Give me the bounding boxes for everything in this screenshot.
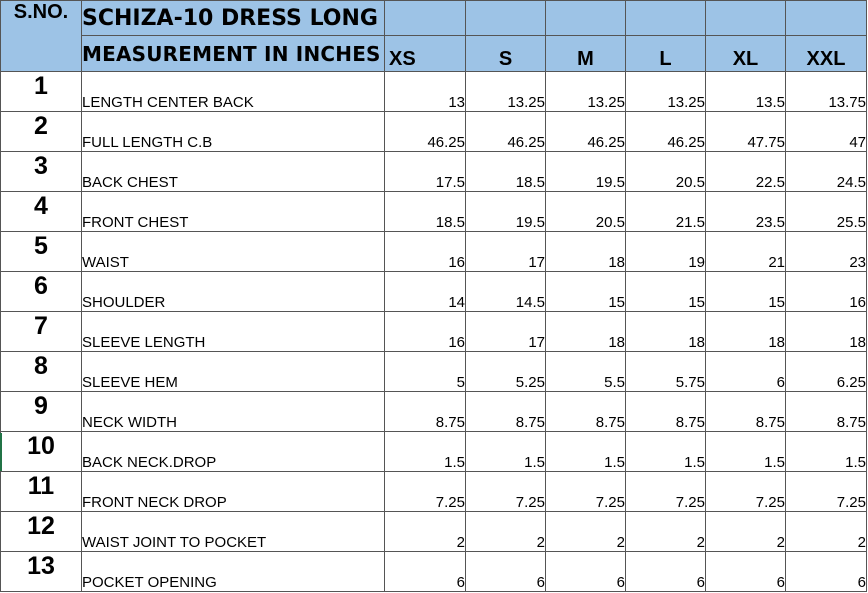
row-number[interactable]: 4 xyxy=(1,192,82,232)
value-cell[interactable]: 17 xyxy=(466,232,546,272)
measurement-name[interactable]: BACK NECK.DROP xyxy=(82,432,385,472)
value-cell[interactable]: 14.5 xyxy=(466,272,546,312)
row-number[interactable]: 5 xyxy=(1,232,82,272)
measurement-label[interactable]: MEASUREMENT IN INCHES xyxy=(82,36,385,72)
value-cell[interactable]: 13.25 xyxy=(546,72,626,112)
value-cell[interactable]: 8.75 xyxy=(466,392,546,432)
selected-row-marker xyxy=(0,433,2,471)
value-cell[interactable]: 19.5 xyxy=(546,152,626,192)
value-cell[interactable]: 25.5 xyxy=(786,192,867,232)
value-cell[interactable]: 15 xyxy=(626,272,706,312)
value-cell[interactable]: 24.5 xyxy=(786,152,867,192)
value-cell[interactable]: 46.25 xyxy=(466,112,546,152)
value-cell[interactable]: 8.75 xyxy=(786,392,867,432)
row-number[interactable]: 3 xyxy=(1,152,82,192)
value-cell[interactable]: 47 xyxy=(786,112,867,152)
row-number[interactable]: 1 xyxy=(1,72,82,112)
value-cell[interactable]: 17.5 xyxy=(385,152,466,192)
measurement-name[interactable]: FRONT NECK DROP xyxy=(82,472,385,512)
value-cell[interactable]: 6 xyxy=(626,552,706,592)
value-cell[interactable]: 7.25 xyxy=(786,472,867,512)
value-cell[interactable]: 21 xyxy=(706,232,786,272)
value-cell[interactable]: 2 xyxy=(626,512,706,552)
size-header-xl[interactable]: XL xyxy=(706,36,786,72)
value-cell[interactable]: 15 xyxy=(706,272,786,312)
value-cell[interactable]: 2 xyxy=(786,512,867,552)
value-cell[interactable]: 13 xyxy=(385,72,466,112)
value-cell[interactable]: 16 xyxy=(385,232,466,272)
value-cell[interactable]: 7.25 xyxy=(546,472,626,512)
value-cell[interactable]: 18 xyxy=(626,312,706,352)
size-header-xs[interactable]: XS xyxy=(385,36,466,72)
table-row xyxy=(1,392,867,432)
value-cell[interactable]: 18.5 xyxy=(385,192,466,232)
value-cell[interactable]: 6 xyxy=(385,552,466,592)
value-cell[interactable]: 6.25 xyxy=(786,352,867,392)
value-cell[interactable]: 21.5 xyxy=(626,192,706,232)
value-cell[interactable]: 2 xyxy=(385,512,466,552)
row-number[interactable]: 12 xyxy=(1,512,82,552)
row-number[interactable]: 10 xyxy=(1,432,82,472)
header-blank-cell[interactable] xyxy=(466,1,546,36)
header-row-title xyxy=(1,1,867,36)
measurement-name[interactable]: LENGTH CENTER BACK xyxy=(82,72,385,112)
measurement-name[interactable]: SHOULDER xyxy=(82,272,385,312)
value-cell[interactable]: 18 xyxy=(546,232,626,272)
value-cell[interactable]: 2 xyxy=(706,512,786,552)
value-cell[interactable]: 47.75 xyxy=(706,112,786,152)
table-row xyxy=(1,432,867,472)
value-cell[interactable]: 19.5 xyxy=(466,192,546,232)
size-header-l[interactable]: L xyxy=(626,36,706,72)
value-cell[interactable]: 20.5 xyxy=(546,192,626,232)
value-cell[interactable]: 5.75 xyxy=(626,352,706,392)
value-cell[interactable]: 46.25 xyxy=(385,112,466,152)
value-cell[interactable]: 14 xyxy=(385,272,466,312)
value-cell[interactable]: 46.25 xyxy=(626,112,706,152)
value-cell[interactable]: 6 xyxy=(546,552,626,592)
table-row xyxy=(1,232,867,272)
value-cell[interactable]: 5.5 xyxy=(546,352,626,392)
value-cell[interactable]: 2 xyxy=(466,512,546,552)
table-row xyxy=(1,472,867,512)
measurement-name[interactable]: SLEEVE LENGTH xyxy=(82,312,385,352)
table-row xyxy=(1,192,867,232)
value-cell[interactable]: 2 xyxy=(546,512,626,552)
value-cell[interactable]: 18 xyxy=(546,312,626,352)
value-cell[interactable]: 20.5 xyxy=(626,152,706,192)
value-cell[interactable]: 13.5 xyxy=(706,72,786,112)
row-number[interactable]: 6 xyxy=(1,272,82,312)
measurement-name[interactable]: FRONT CHEST xyxy=(82,192,385,232)
value-cell[interactable]: 23.5 xyxy=(706,192,786,232)
value-cell[interactable]: 13.25 xyxy=(466,72,546,112)
table-row xyxy=(1,512,867,552)
value-cell[interactable]: 13.75 xyxy=(786,72,867,112)
measurement-name[interactable]: POCKET OPENING xyxy=(82,552,385,592)
header-blank-cell[interactable] xyxy=(706,1,786,36)
value-cell[interactable]: 1.5 xyxy=(706,432,786,472)
table-row xyxy=(1,352,867,392)
header-blank-cell[interactable] xyxy=(546,1,626,36)
value-cell[interactable]: 6 xyxy=(706,352,786,392)
measurement-name[interactable]: BACK CHEST xyxy=(82,152,385,192)
value-cell[interactable]: 5 xyxy=(385,352,466,392)
sno-header[interactable]: S.NO. xyxy=(1,1,82,72)
value-cell[interactable]: 1.5 xyxy=(786,432,867,472)
table-row xyxy=(1,552,867,592)
value-cell[interactable]: 19 xyxy=(626,232,706,272)
header-row-sizes xyxy=(1,36,867,72)
value-cell[interactable]: 1.5 xyxy=(626,432,706,472)
value-cell[interactable]: 17 xyxy=(466,312,546,352)
value-cell[interactable]: 7.25 xyxy=(626,472,706,512)
table-title[interactable]: SCHIZA-10 DRESS LONG xyxy=(82,1,385,36)
row-number[interactable]: 9 xyxy=(1,392,82,432)
value-cell[interactable]: 22.5 xyxy=(706,152,786,192)
size-header-xxl[interactable]: XXL xyxy=(786,36,867,72)
value-cell[interactable]: 7.25 xyxy=(706,472,786,512)
table-row xyxy=(1,272,867,312)
row-number[interactable]: 13 xyxy=(1,552,82,592)
value-cell[interactable]: 8.75 xyxy=(546,392,626,432)
value-cell[interactable]: 13.25 xyxy=(626,72,706,112)
size-header-s[interactable]: S xyxy=(466,36,546,72)
value-cell[interactable]: 5.25 xyxy=(466,352,546,392)
value-cell[interactable]: 15 xyxy=(546,272,626,312)
measurement-name[interactable]: WAIST xyxy=(82,232,385,272)
table-row xyxy=(1,72,867,112)
table-body xyxy=(1,1,867,592)
measurement-name[interactable]: WAIST JOINT TO POCKET xyxy=(82,512,385,552)
value-cell[interactable]: 7.25 xyxy=(466,472,546,512)
value-cell[interactable]: 16 xyxy=(385,312,466,352)
table-row xyxy=(1,152,867,192)
value-cell[interactable]: 8.75 xyxy=(385,392,466,432)
row-number[interactable]: 11 xyxy=(1,472,82,512)
value-cell[interactable]: 16 xyxy=(786,272,867,312)
size-header-m[interactable]: M xyxy=(546,36,626,72)
value-cell[interactable]: 6 xyxy=(466,552,546,592)
value-cell[interactable]: 18.5 xyxy=(466,152,546,192)
value-cell[interactable]: 8.75 xyxy=(626,392,706,432)
value-cell[interactable]: 1.5 xyxy=(466,432,546,472)
row-number[interactable]: 8 xyxy=(1,352,82,392)
value-cell[interactable]: 8.75 xyxy=(706,392,786,432)
value-cell[interactable]: 7.25 xyxy=(385,472,466,512)
row-number[interactable]: 2 xyxy=(1,112,82,152)
value-cell[interactable]: 1.5 xyxy=(385,432,466,472)
header-blank-cell[interactable] xyxy=(786,1,867,36)
value-cell[interactable]: 6 xyxy=(706,552,786,592)
value-cell[interactable]: 23 xyxy=(786,232,867,272)
header-blank-cell[interactable] xyxy=(626,1,706,36)
value-cell[interactable]: 46.25 xyxy=(546,112,626,152)
value-cell[interactable]: 1.5 xyxy=(546,432,626,472)
measurement-name[interactable]: NECK WIDTH xyxy=(82,392,385,432)
row-number[interactable]: 7 xyxy=(1,312,82,352)
table-row xyxy=(1,112,867,152)
value-cell[interactable]: 18 xyxy=(706,312,786,352)
measurement-name[interactable]: FULL LENGTH C.B xyxy=(82,112,385,152)
measurement-name[interactable]: SLEEVE HEM xyxy=(82,352,385,392)
value-cell[interactable]: 6 xyxy=(786,552,867,592)
header-blank-cell[interactable] xyxy=(385,1,466,36)
value-cell[interactable]: 18 xyxy=(786,312,867,352)
table-row xyxy=(1,312,867,352)
